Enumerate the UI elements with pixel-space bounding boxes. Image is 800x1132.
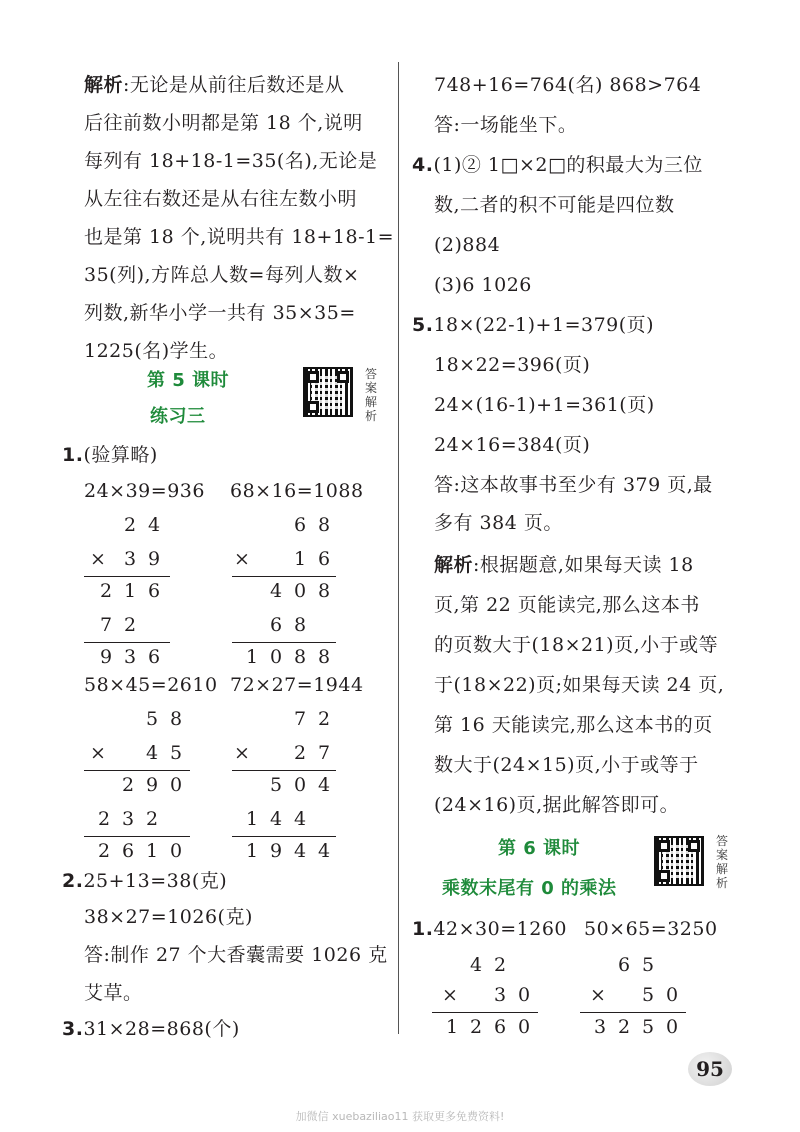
vertical-mult-50x65: 6 5 × 5 0 3 2 5 0 — [580, 950, 690, 1040]
analysis-text: :无论是从前往后数还是从 — [123, 74, 345, 96]
lesson6-title: 第 6 课时 — [498, 838, 581, 859]
q2-number: 2. — [62, 870, 84, 892]
lesson5-subtitle: 练习三 — [150, 406, 206, 427]
analysis-text: :根据题意,如果每天读 18 — [473, 554, 694, 576]
lesson5-title: 第 5 课时 — [147, 370, 230, 391]
q4-part3: (3)6 1026 — [434, 274, 532, 296]
q1-line — [412, 916, 567, 942]
q1-number: 1. — [62, 444, 84, 466]
q5-line — [412, 312, 654, 338]
analysis-line-7: 列数,新华小学一共有 35×35= — [84, 302, 356, 324]
vertical-mult-58x45: 5 8 × 4 5 2 9 0 2 3 2 2 6 1 0 — [84, 704, 194, 854]
q3-number: 3. — [62, 1018, 84, 1040]
analysis-line-5: 第 16 天能读完,那么这本书的页 — [434, 714, 713, 736]
q4-part2: (2)884 — [434, 234, 501, 256]
q3-line — [62, 1016, 240, 1042]
equation-58x45: 58×45=2610 — [84, 674, 218, 696]
analysis-line-5: 也是第 18 个,说明共有 18+18-1= — [84, 226, 395, 248]
q2-line-2: 38×27=1026(克) — [84, 906, 253, 928]
q5-line-2: 18×22=396(页) — [434, 354, 591, 376]
qr-code-icon[interactable] — [654, 836, 704, 886]
vertical-mult-72x27: 7 2 × 2 7 5 0 4 1 4 4 1 9 4 4 — [232, 704, 342, 854]
vertical-mult-24x39: 2 4 × 3 9 2 1 6 7 2 9 3 6 — [84, 510, 174, 660]
equation-72x27: 72×27=1944 — [230, 674, 364, 696]
q5-line-3: 24×(16-1)+1=361(页) — [434, 394, 655, 416]
equation-50x65: 50×65=3250 — [584, 918, 718, 940]
q2-answer: 答:制作 27 个大香囊需要 1026 克 — [84, 944, 388, 966]
analysis-line-1 — [84, 72, 344, 98]
q2-line — [62, 868, 227, 894]
equation-68x16: 68×16=1088 — [230, 480, 364, 502]
analysis-line-3: 的页数大于(18×21)页,小于或等 — [434, 634, 719, 656]
analysis-line-4: 从左往右数还是从右往左数小明 — [84, 188, 358, 210]
analysis-line-2: 页,第 22 页能读完,那么这本书 — [434, 594, 700, 616]
qr-code-icon[interactable] — [303, 367, 353, 417]
q1-line — [62, 442, 158, 468]
vertical-mult-68x16: 6 8 × 1 6 4 0 8 6 8 1 0 8 8 — [232, 510, 342, 660]
q1-number: 1. — [412, 918, 434, 940]
column-divider — [398, 62, 399, 1034]
seat-calc: 748+16=764(名) 868>764 — [434, 74, 702, 96]
qr-label: 答案解析 — [365, 367, 378, 423]
equation-42x30: 42×30=1260 — [433, 918, 567, 940]
analysis-line-6: 35(列),方阵总人数=每列人数× — [84, 264, 360, 286]
analysis-label: 解析 — [84, 74, 124, 96]
q3-text: 31×28=868(个) — [83, 1018, 240, 1040]
q1-note: (验算略) — [83, 444, 158, 466]
page-number: 95 — [688, 1052, 732, 1086]
q5-answer-cont: 多有 384 页。 — [434, 512, 563, 534]
analysis-line-1 — [434, 552, 694, 578]
q5-answer: 答:这本故事书至少有 379 页,最 — [434, 474, 713, 496]
equation-24x39: 24×39=936 — [84, 480, 205, 502]
q5-line-4: 24×16=384(页) — [434, 434, 591, 456]
q4-part1: (1)② 1□×2□的积最大为三位 — [433, 154, 703, 176]
analysis-line-6: 数大于(24×15)页,小于或等于 — [434, 754, 699, 776]
q4-part1-cont: 数,二者的积不可能是四位数 — [434, 194, 675, 216]
seat-answer: 答:一场能坐下。 — [434, 114, 578, 136]
qr-label: 答案解析 — [716, 834, 729, 890]
analysis-line-3: 每列有 18+18-1=35(名),无论是 — [84, 150, 378, 172]
analysis-line-2: 后往前数小明都是第 18 个,说明 — [84, 112, 363, 134]
analysis-label: 解析 — [434, 554, 474, 576]
analysis-line-8: 1225(名)学生。 — [84, 340, 229, 362]
lesson6-subtitle: 乘数末尾有 0 的乘法 — [442, 878, 617, 899]
q5-number: 5. — [412, 314, 434, 336]
q5-text: 18×(22-1)+1=379(页) — [433, 314, 655, 336]
analysis-line-7: (24×16)页,据此解答即可。 — [434, 794, 680, 816]
q2-answer-cont: 艾草。 — [84, 982, 143, 1004]
q2-text: 25+13=38(克) — [83, 870, 228, 892]
q4-line — [412, 152, 703, 178]
analysis-line-4: 于(18×22)页;如果每天读 24 页, — [434, 674, 725, 696]
vertical-mult-42x30: 4 2 × 3 0 1 2 6 0 — [432, 950, 542, 1040]
footer-watermark: 加微信 xuebaziliao11 获取更多免费资料! — [295, 1110, 505, 1123]
q4-number: 4. — [412, 154, 434, 176]
